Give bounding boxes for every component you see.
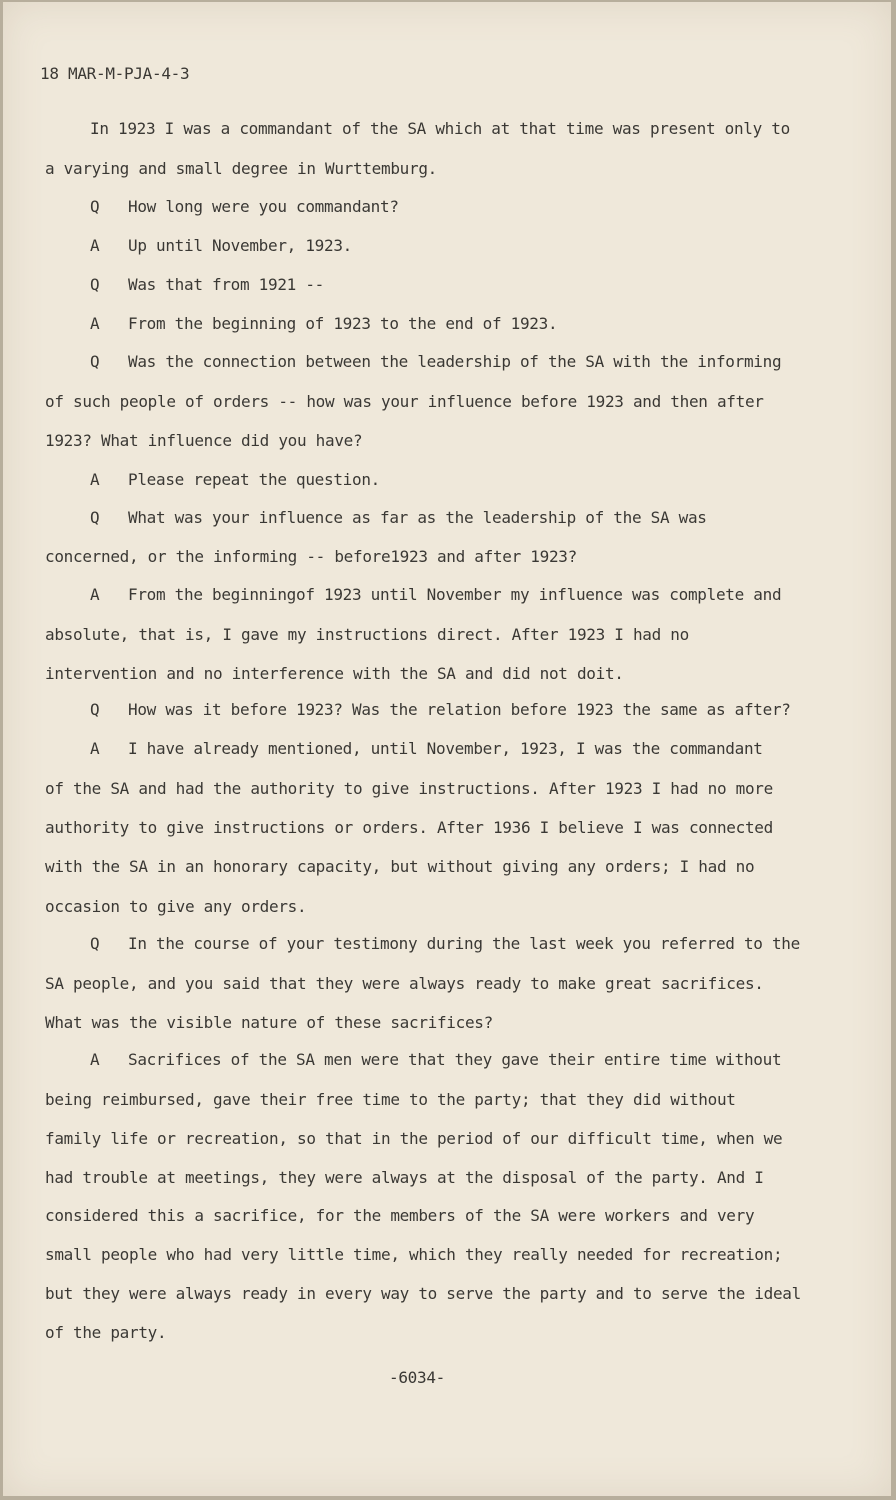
- answer-text: I have already mentioned, until November, 1923, I was the commandant: [128, 739, 763, 758]
- answer-text: Up until November, 1923.: [128, 236, 352, 255]
- answer-marker: A: [90, 1050, 100, 1069]
- question-marker: Q: [90, 934, 100, 953]
- transcript-line: considered this a sacrifice, for the members of the SA were workers and very: [45, 1206, 755, 1225]
- transcript-line: family life or recreation, so that in the period of our difficult time, when we: [45, 1129, 783, 1148]
- transcript-line: a varying and small degree in Wurttemburg.: [45, 159, 437, 178]
- transcript-line: intervention and no interference with the SA and did not doit.: [45, 664, 624, 683]
- question-text: Was that from 1921 --: [128, 275, 324, 294]
- transcript-line: of the party.: [45, 1323, 167, 1342]
- answer-marker: A: [90, 236, 100, 255]
- question-marker: Q: [90, 352, 100, 371]
- answer-marker: A: [90, 739, 100, 758]
- transcript-line: 1923? What influence did you have?: [45, 431, 363, 450]
- transcript-line: SA people, and you said that they were always ready to make great sacrifices.: [45, 974, 764, 993]
- question-marker: Q: [90, 508, 100, 527]
- transcript-line: with the SA in an honorary capacity, but without giving any orders; I had no: [45, 857, 755, 876]
- document-page: [3, 2, 891, 1496]
- transcript-line: being reimbursed, gave their free time to the party; that they did without: [45, 1090, 736, 1109]
- answer-marker: A: [90, 314, 100, 333]
- transcript-line: but they were always ready in every way to serve the party and to serve the ideal: [45, 1284, 801, 1303]
- question-marker: Q: [90, 197, 100, 216]
- question-text: In the course of your testimony during the last week you referred to the: [128, 934, 800, 953]
- transcript-line: of the SA and had the authority to give instructions. After 1923 I had no more: [45, 779, 773, 798]
- transcript-line: had trouble at meetings, they were always at the disposal of the party. And I: [45, 1168, 764, 1187]
- answer-text: Sacrifices of the SA men were that they gave their entire time without: [128, 1050, 782, 1069]
- transcript-line: In 1923 I was a commandant of the SA which at that time was present only to: [90, 119, 790, 138]
- question-text: How was it before 1923? Was the relation before 1923 the same as after?: [128, 700, 791, 719]
- question-text: Was the connection between the leadership of the SA with the informing: [128, 352, 782, 371]
- transcript-line: authority to give instructions or orders. After 1936 I believe I was connected: [45, 818, 773, 837]
- transcript-line: small people who had very little time, which they really needed for recreation;: [45, 1245, 783, 1264]
- answer-text: Please repeat the question.: [128, 470, 380, 489]
- transcript-line: absolute, that is, I gave my instructions direct. After 1923 I had no: [45, 625, 689, 644]
- transcript-line: What was the visible nature of these sacrifices?: [45, 1013, 493, 1032]
- page-number: -6034-: [389, 1368, 445, 1387]
- transcript-line: occasion to give any orders.: [45, 897, 307, 916]
- question-text: How long were you commandant?: [128, 197, 399, 216]
- answer-marker: A: [90, 470, 100, 489]
- question-marker: Q: [90, 700, 100, 719]
- answer-text: From the beginning of 1923 to the end of 1923.: [128, 314, 558, 333]
- question-marker: Q: [90, 275, 100, 294]
- transcript-line: concerned, or the informing -- before1923 and after 1923?: [45, 547, 577, 566]
- question-text: What was your influence as far as the leadership of the SA was: [128, 508, 707, 527]
- document-reference-header: 18 MAR-M-PJA-4-3: [40, 64, 190, 83]
- answer-marker: A: [90, 585, 100, 604]
- answer-text: From the beginningof 1923 until November my influence was complete and: [128, 585, 782, 604]
- transcript-line: of such people of orders -- how was your influence before 1923 and then after: [45, 392, 764, 411]
